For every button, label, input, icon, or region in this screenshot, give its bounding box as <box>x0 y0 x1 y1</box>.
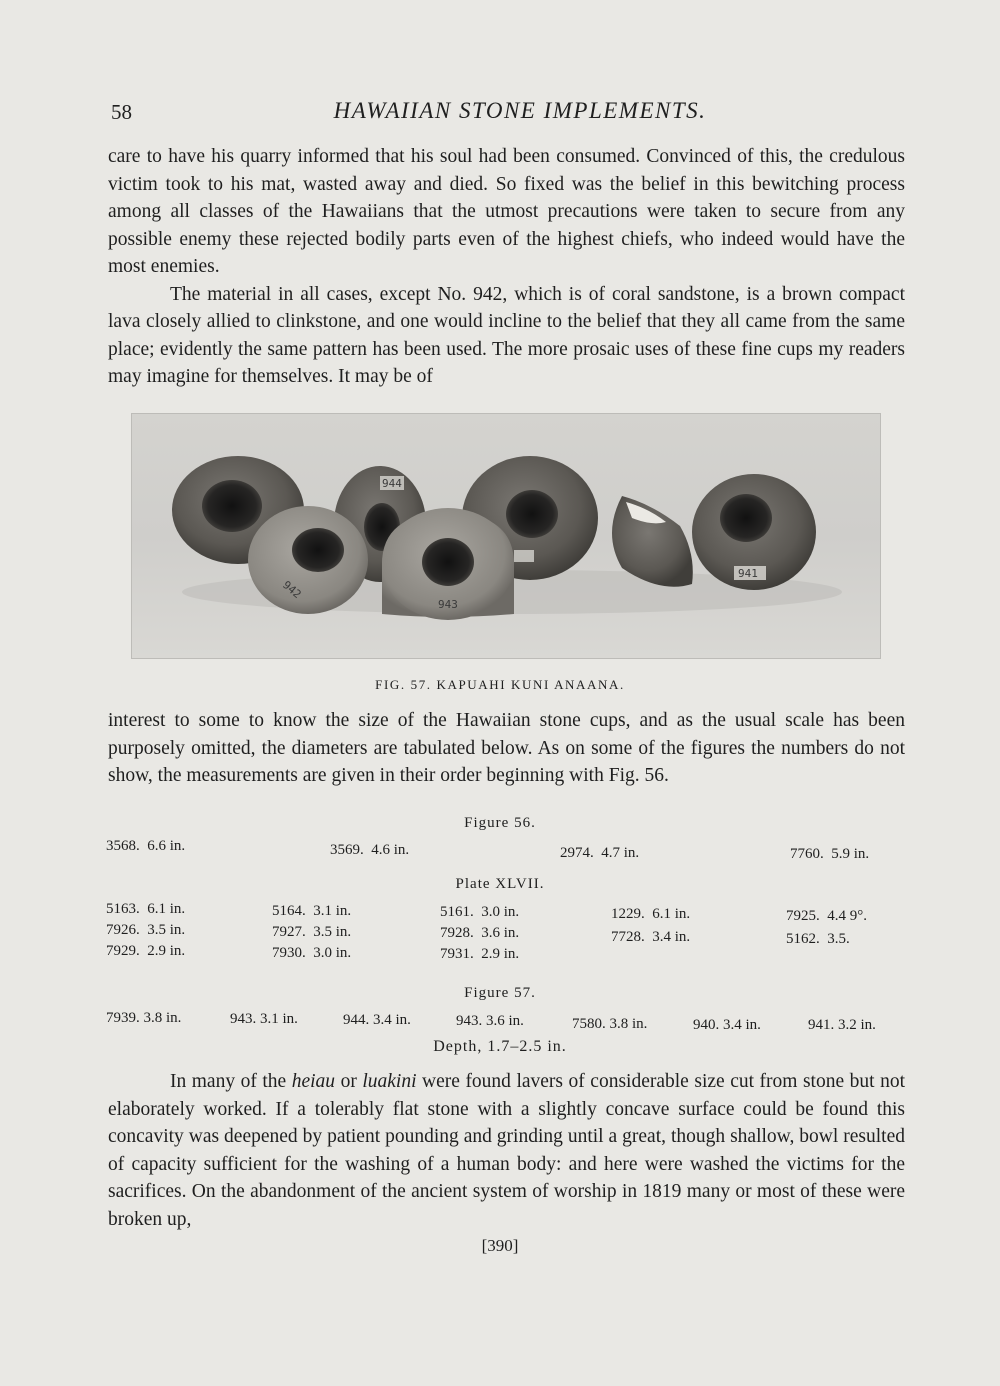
table-cell <box>786 908 867 925</box>
table-cell <box>272 924 351 941</box>
cup-number: 7939. <box>106 1010 140 1026</box>
cup-number: 7928. <box>440 925 474 941</box>
running-title: HAWAIIAN STONE IMPLEMENTS. <box>333 98 707 123</box>
cup-diameter: 6.1 in. <box>147 901 186 917</box>
cup-number: 3568. <box>106 838 140 854</box>
page-number: 58 <box>111 100 132 124</box>
cup-diameter: 6.1 in. <box>652 906 691 922</box>
stone-cup <box>382 508 514 620</box>
cup-number: 7926. <box>106 922 140 938</box>
text-run: In many of the <box>170 1071 292 1092</box>
table-cell <box>343 1012 411 1029</box>
table-cell <box>808 1017 876 1034</box>
cup-diameter: 4.7 in. <box>601 845 640 861</box>
cup-diameter: 3.8 in. <box>609 1016 648 1032</box>
table-cell <box>106 901 185 918</box>
paragraph-1-text: care to have his quarry informed that his soul had been consumed. Convinced of this, the credulous victim took to his mat, wasted away and died. So fixed was the belief in this bewitching process among all classes of the Hawaiians that the utmost precautions were taken to secure from any possible enemy these rejected bodily parts even of the highest chiefs, who indeed would have the most enemies. <box>108 146 905 277</box>
cup-number: 3569. <box>330 842 364 858</box>
cup-diameter: 3.5 in. <box>313 924 352 940</box>
cup-number: 7927. <box>272 924 306 940</box>
table-cell <box>572 1016 647 1033</box>
cup-number: 2974. <box>560 845 594 861</box>
table-cell <box>106 1010 181 1027</box>
cup-number: 7929. <box>106 943 140 959</box>
cup-number: 7930. <box>272 945 306 961</box>
cup-diameter: 3.0 in. <box>481 904 520 920</box>
cup-diameter: 3.5. <box>827 931 850 947</box>
cup-diameter: 4.4 9°. <box>827 908 867 924</box>
table-cell <box>790 846 869 863</box>
cup-diameter: 3.6 in. <box>486 1013 524 1029</box>
cup-label: 942 <box>280 578 304 602</box>
table-cell <box>611 929 690 946</box>
paragraph-3 <box>108 707 905 790</box>
page-reference: [390] <box>481 1236 519 1255</box>
table-cell <box>106 838 185 855</box>
table-cell <box>106 943 185 960</box>
stone-cup <box>692 474 816 590</box>
table-cell <box>440 904 519 921</box>
paragraph-4 <box>108 1068 905 1233</box>
cup-number: 5164. <box>272 903 306 919</box>
cup-diameter: 3.8 in. <box>143 1010 182 1026</box>
cup-diameter: 3.2 in. <box>838 1017 876 1033</box>
cup-diameter: 5.9 in. <box>831 846 870 862</box>
cup-diameter: 3.1 in. <box>260 1011 298 1027</box>
cup-diameter: 6.6 in. <box>147 838 186 854</box>
stone-cups-illustration <box>132 414 880 658</box>
cup-diameter: 3.6 in. <box>481 925 520 941</box>
stone-cup <box>248 506 368 614</box>
table-cell <box>272 903 351 920</box>
cup-diameter: 4.6 in. <box>371 842 410 858</box>
table-cell <box>560 845 639 862</box>
cup-diameter: 3.4 in. <box>723 1017 761 1033</box>
term-luakini: luakini <box>362 1071 417 1092</box>
cup-diameter: 3.4 in. <box>373 1012 411 1028</box>
text-run: were found lavers of considerable size cut from stone but not elaborately worked. If a tolerably flat stone with a slightly concave surface could be found this concavity was deepened by patient pounding and grinding until a great, though shallow, bowl resulted of capacity sufficient for the washing of a human body: and here were washed the victims for the sacrifices. On the abandonment of the ancient system of worship in 1819 many or most of these were broken up, <box>108 1071 906 1230</box>
cup-number: 940. <box>693 1017 720 1033</box>
cup-number: 943. <box>456 1013 483 1029</box>
cup-number: 5161. <box>440 904 474 920</box>
cup-number: 1229. <box>611 906 645 922</box>
cup-diameter: 3.1 in. <box>313 903 352 919</box>
table-cell <box>693 1017 761 1034</box>
table-cell <box>786 931 850 948</box>
cup-number: 7925. <box>786 908 820 924</box>
cup-number: 943. <box>230 1011 257 1027</box>
cup-number: 941. <box>808 1017 835 1033</box>
cup-label: 941 <box>738 567 758 580</box>
paragraph-3-text: interest to some to know the size of the Hawaiian stone cups, and as the usual scale has been purposely omitted, the diameters are tabulated below. As on some of the figures the numbers do not show, the measurements are given in their order beginning with Fig. 56. <box>108 710 905 786</box>
figure-57-photograph <box>131 413 881 659</box>
cup-diameter: 3.0 in. <box>313 945 352 961</box>
cup-diameter: 2.9 in. <box>147 943 186 959</box>
depth-note: Depth, 1.7–2.5 in. <box>433 1038 567 1055</box>
cup-number: 944. <box>343 1012 370 1028</box>
table-cell <box>106 922 185 939</box>
cup-number: 5162. <box>786 931 820 947</box>
paragraph-1 <box>108 143 905 391</box>
cup-diameter: 2.9 in. <box>481 946 520 962</box>
paragraph-4-text <box>108 1068 905 1233</box>
cup-number: 7728. <box>611 929 645 945</box>
cup-label: 943 <box>438 598 458 611</box>
table-heading-figure-57: Figure 57. <box>464 985 536 1001</box>
table-cell <box>440 946 519 963</box>
paragraph-2-text: The material in all cases, except No. 942, which is of coral sandstone, is a brown compact lava closely allied to clinkstone, and one would incline to the belief that they all came from the same place; evidently the same pattern has been used. The more prosaic uses of these fine cups my readers may imagine for themselves. It may be of <box>108 283 905 387</box>
text-run: or <box>335 1071 363 1092</box>
table-cell <box>272 945 351 962</box>
cup-number: 5163. <box>106 901 140 917</box>
cup-number: 7580. <box>572 1016 606 1032</box>
table-cell <box>611 906 690 923</box>
term-heiau: heiau <box>291 1071 336 1092</box>
table-heading-plate-xlvii: Plate XLVII. <box>455 876 545 892</box>
cup-number: 7760. <box>790 846 824 862</box>
cup-label: 944 <box>382 477 402 490</box>
table-cell <box>456 1013 524 1030</box>
figure-caption: FIG. 57. KAPUAHI KUNI ANAANA. <box>375 677 625 692</box>
cup-diameter: 3.5 in. <box>147 922 186 938</box>
cup-number: 7931. <box>440 946 474 962</box>
table-cell <box>330 842 409 859</box>
cup-diameter: 3.4 in. <box>652 929 691 945</box>
table-heading-figure-56: Figure 56. <box>464 815 536 831</box>
table-cell <box>440 925 519 942</box>
table-cell <box>230 1011 298 1028</box>
